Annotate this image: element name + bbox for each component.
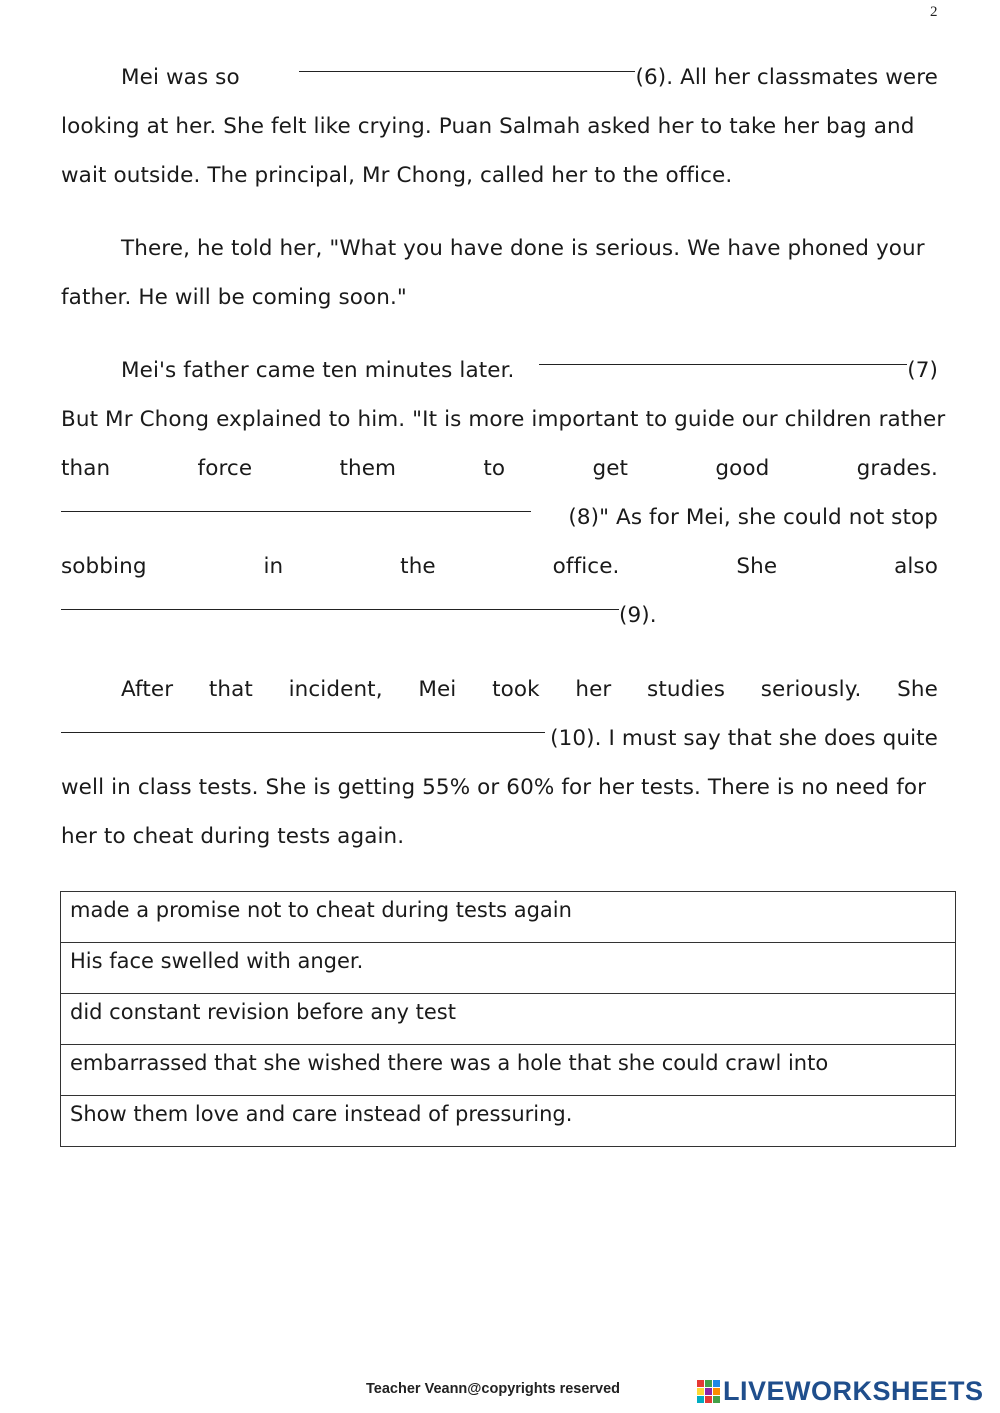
option-cell[interactable]: His face swelled with anger. <box>61 943 956 994</box>
table-row <box>61 943 956 994</box>
answer-blank-10[interactable] <box>61 714 545 733</box>
table-row <box>61 994 956 1045</box>
para3-line5-word: She <box>736 554 778 579</box>
para1-text-a: Mei was so <box>121 65 240 90</box>
para3-line1 <box>61 346 938 395</box>
answer-blank-6[interactable] <box>299 53 635 72</box>
para1-line1 <box>61 53 938 102</box>
para3-text-l6: (9). <box>619 603 657 628</box>
para3-text-a: Mei's father came ten minutes later. <box>121 358 515 383</box>
para4-line3 <box>61 763 938 812</box>
answer-blank-7[interactable] <box>539 346 907 365</box>
para1-line3 <box>61 151 938 200</box>
para3-line5-word: also <box>894 554 938 579</box>
para3-line3 <box>61 444 938 493</box>
paragraph-4 <box>61 665 938 861</box>
logo-grid-icon <box>697 1380 720 1403</box>
logo-square <box>697 1388 704 1395</box>
para3-line3-word: grades. <box>856 456 938 481</box>
para4-line1-word: studies <box>647 677 726 702</box>
para4-line1-word: took <box>492 677 540 702</box>
copyright-credit: Teacher Veann@copyrights reserved <box>366 1381 621 1397</box>
para4-line1-word: seriously. <box>760 677 862 702</box>
para3-text-l4: (8)" As for Mei, she could not stop <box>568 505 938 530</box>
para3-line5-word: in <box>263 554 284 579</box>
logo-square <box>713 1396 720 1403</box>
paragraph-1 <box>61 53 938 200</box>
logo-square <box>705 1388 712 1395</box>
option-cell[interactable]: Show them love and care instead of pressuring. <box>61 1096 956 1147</box>
table-row <box>61 1045 956 1096</box>
para4-line1-word: that <box>208 677 253 702</box>
answer-options-table <box>60 891 956 1147</box>
para3-line5 <box>61 542 938 591</box>
para3-line2 <box>61 395 946 444</box>
para3-text-l2: But Mr Chong explained to him. "It is more important to guide our children rather <box>61 407 946 432</box>
para2-text-l2: father. He will be coming soon." <box>61 285 407 310</box>
logo-text: LIVEWORKSHEETS <box>723 1376 984 1406</box>
para3-line3-word: them <box>339 456 397 481</box>
answer-blank-9[interactable] <box>61 591 619 610</box>
para3-line3-word: get <box>592 456 629 481</box>
para2-line1 <box>61 224 938 273</box>
para4-text-l3: well in class tests. She is getting 55% or 60% for her tests. There is no need for <box>61 775 927 800</box>
para4-line1 <box>61 665 938 714</box>
para4-line1-word: She <box>897 677 938 702</box>
para4-line2 <box>61 714 938 763</box>
para3-line3-word: to <box>483 456 506 481</box>
para4-line1-word: incident, <box>288 677 383 702</box>
page-number: 2 <box>930 4 938 20</box>
para3-line5-word: sobbing <box>61 554 147 579</box>
para3-line3-word: force <box>197 456 253 481</box>
para1-text-l2: looking at her. She felt like crying. Puan Salmah asked her to take her bag and <box>61 114 915 139</box>
para4-line4 <box>61 812 938 861</box>
para3-line3-word: than <box>61 456 111 481</box>
para2-text-l1: There, he told her, "What you have done is serious. We have phoned your <box>121 236 925 261</box>
logo-square <box>705 1396 712 1403</box>
answer-blank-8[interactable] <box>61 493 531 512</box>
logo-square <box>713 1388 720 1395</box>
para3-line6 <box>61 591 938 640</box>
logo-square <box>697 1380 704 1387</box>
para2-line2 <box>61 273 938 322</box>
para1-text-b: (6). All her classmates were <box>635 65 938 90</box>
paragraph-2 <box>61 224 938 322</box>
liveworksheets-logo <box>697 1376 984 1407</box>
para4-text-l4: her to cheat during tests again. <box>61 824 405 849</box>
para4-line1-word: After <box>121 677 174 702</box>
para4-line1-word: Mei <box>418 677 457 702</box>
para3-line5-word: the <box>400 554 436 579</box>
paragraph-3 <box>61 346 946 640</box>
logo-square <box>697 1396 704 1403</box>
table-row <box>61 1096 956 1147</box>
option-cell[interactable]: embarrassed that she wished there was a hole that she could crawl into <box>61 1045 956 1096</box>
para1-line2 <box>61 102 938 151</box>
para1-text-l3: wait outside. The principal, Mr Chong, called her to the office. <box>61 163 733 188</box>
table-row <box>61 892 956 943</box>
option-cell[interactable]: made a promise not to cheat during tests again <box>61 892 956 943</box>
logo-square <box>713 1380 720 1387</box>
para4-text-l2: (10). I must say that she does quite <box>550 726 938 751</box>
logo-square <box>705 1380 712 1387</box>
option-cell[interactable]: did constant revision before any test <box>61 994 956 1045</box>
para4-line1-word: her <box>575 677 612 702</box>
para3-line5-word: office. <box>552 554 620 579</box>
para3-text-b: (7) <box>907 358 938 383</box>
para3-line3-word: good <box>715 456 770 481</box>
para3-line4 <box>61 493 938 542</box>
